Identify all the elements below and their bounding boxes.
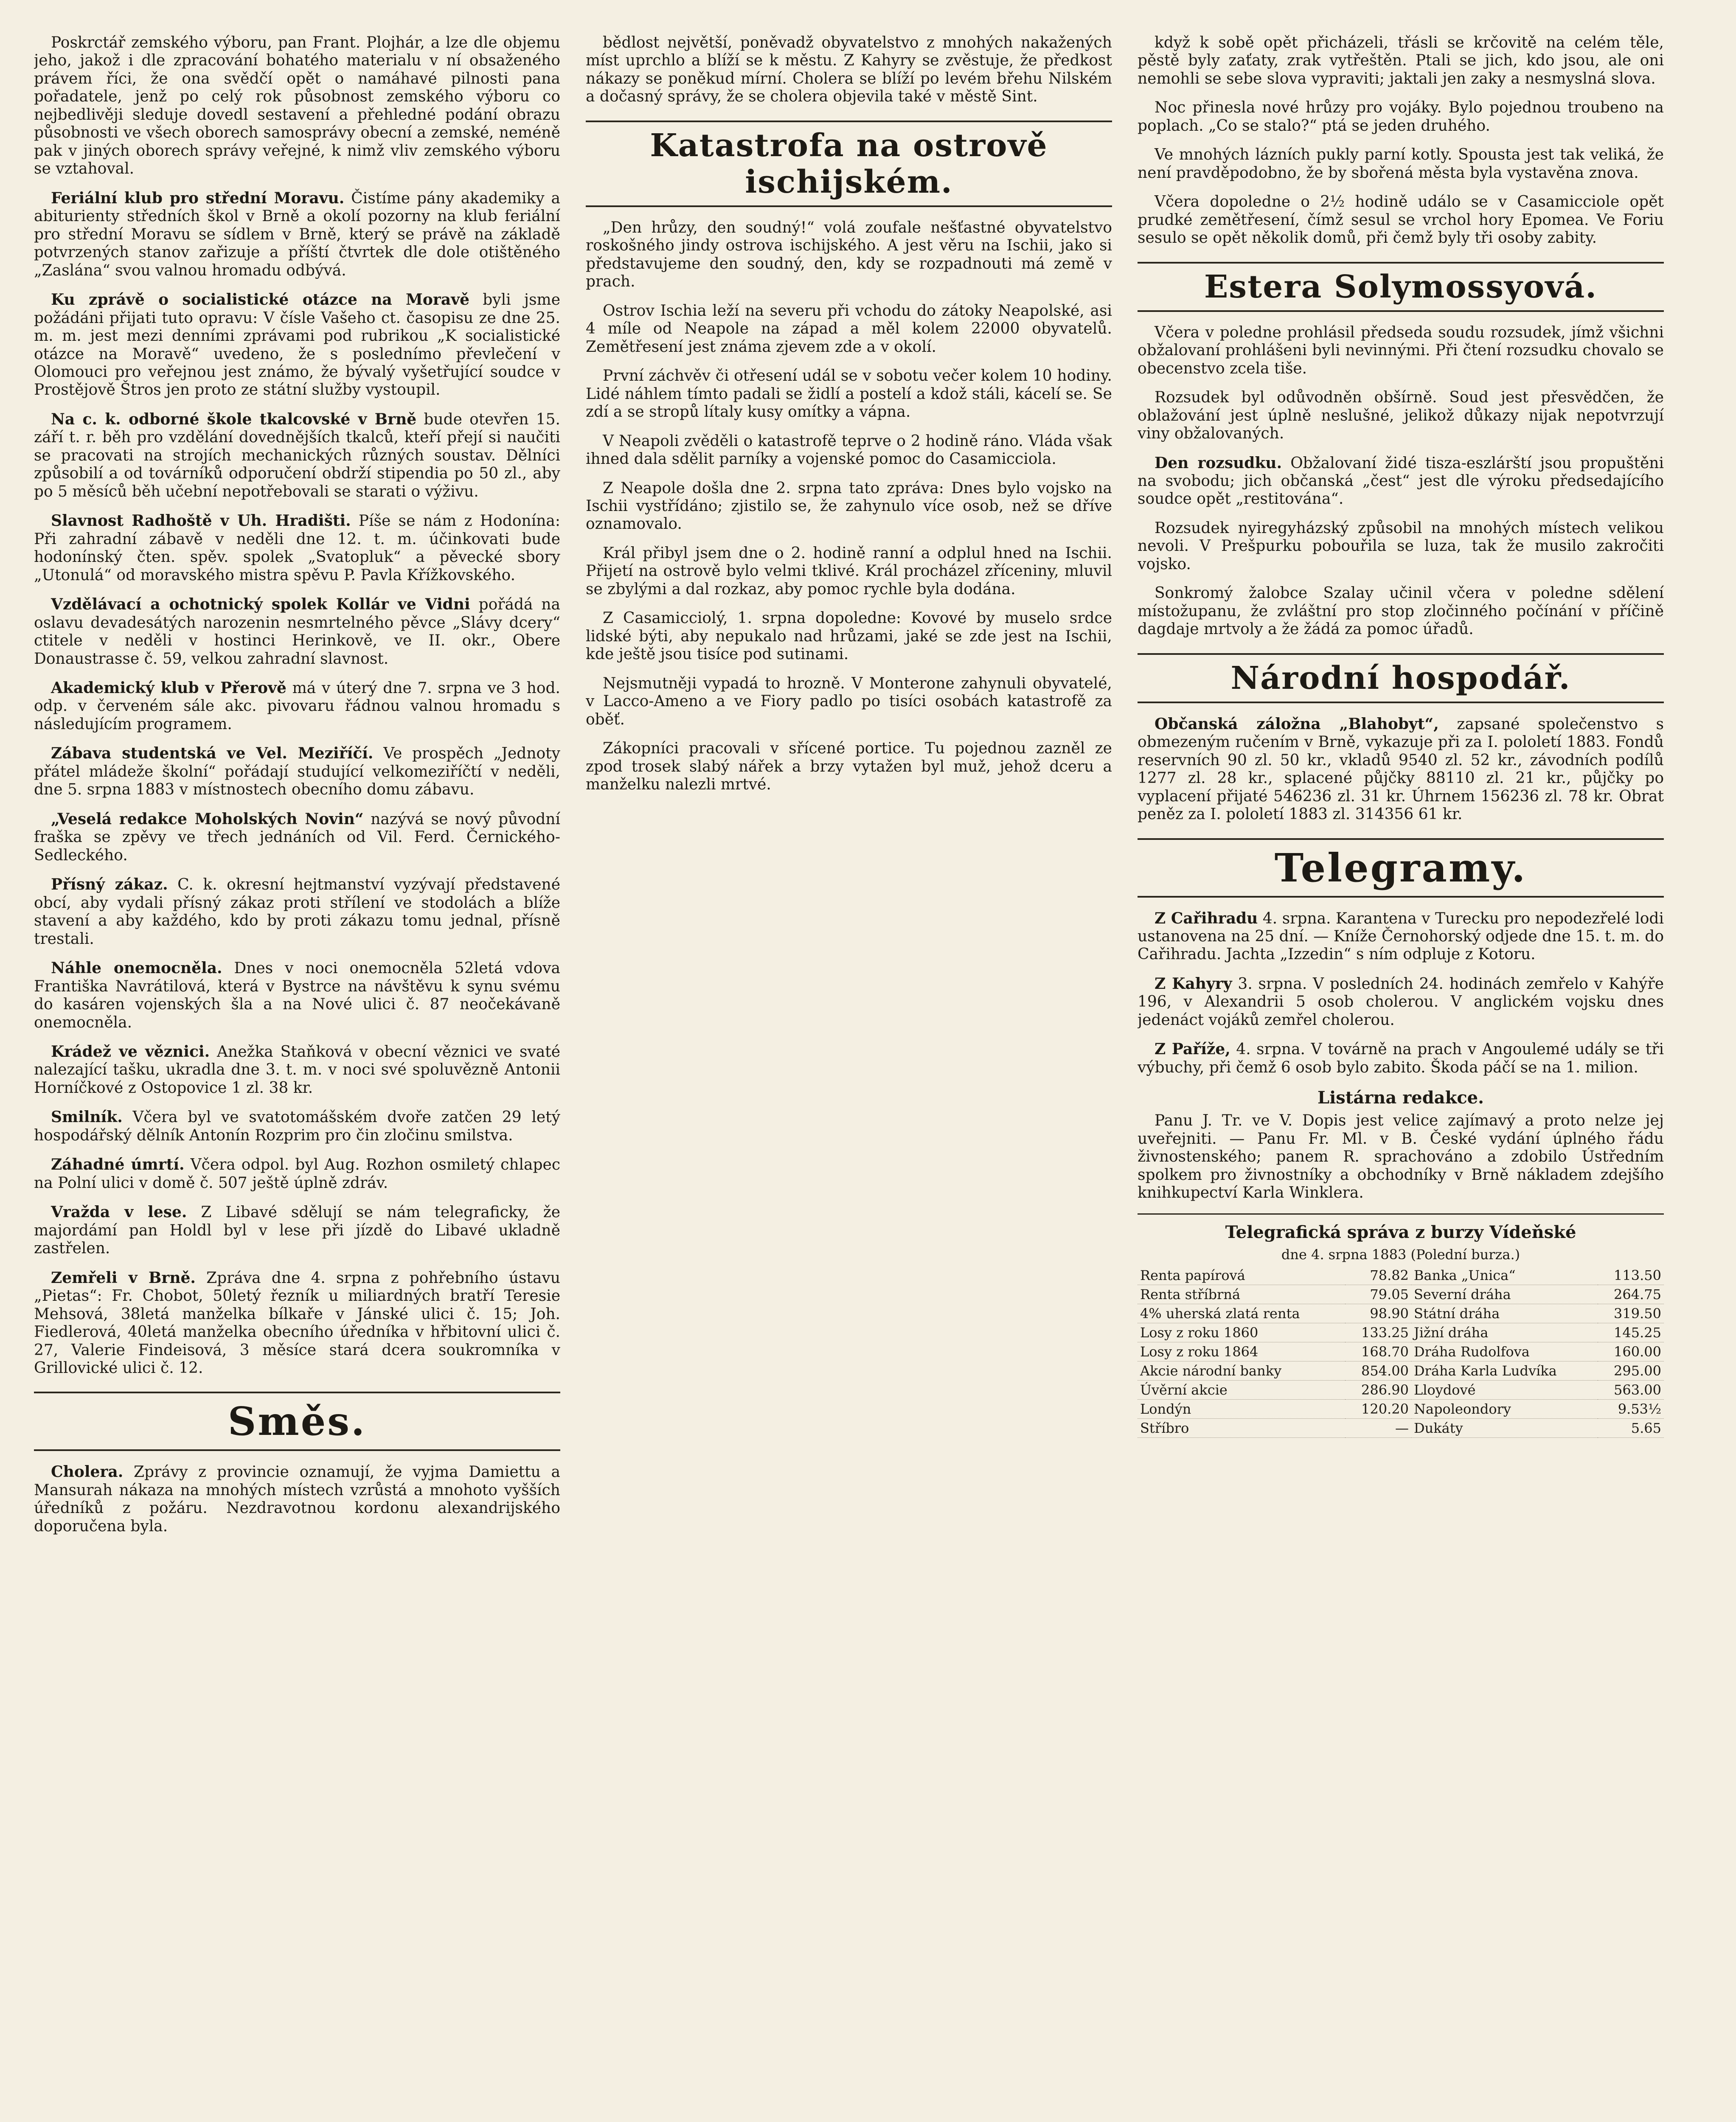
- paragraph-text: bědlost největší, poněvadž obyvatelstvo z mnohých nakažených míst uprchlo a blíží se k městu. Z Kahyry se zvěstuje, že předkost nákazy se poněkud mírní. Cholera se blíží po levém břehu Nilském a dočasný správy, že se cholera objevila také v městě Sint.: [586, 34, 1112, 106]
- article-paragraph: [1138, 324, 1664, 378]
- rate-label: Dráha Rudolfova: [1411, 1342, 1598, 1361]
- section-title-listarna: Listárna redakce.: [1317, 1088, 1484, 1108]
- rate-label: Státní dráha: [1411, 1304, 1598, 1323]
- paragraph-text: Zpráva dne 4. srpna z pohřebního ústavu „Pietas“: Fr. Chobot, 50letý řezník u miliardných bratří Teresie Mehsová, 38letá manželka bílkaře v Jánské ulici č. 15; Joh. Fiedlerová, 40letá manželka obecního úředníka v hřbitovní ulici č. 27, Valerie Findeisová, 3 měsíce stará dcera soukromníka v Grillovické ulici č. 12.: [34, 1269, 560, 1377]
- rate-label: Londýn: [1138, 1399, 1345, 1418]
- article-paragraph: [586, 609, 1112, 663]
- article-paragraph: [1138, 715, 1664, 824]
- paragraph-text: Obžalovaní židé tisza-eszlárští jsou propuštěni na svobodu; jich občanská „čest“ jest dle výroku předsedajícího soudce opět „restitována“.: [1138, 454, 1664, 508]
- column-3: [1138, 34, 1664, 2122]
- column-2: [586, 34, 1112, 2122]
- section-title-smes: Směs.: [34, 1392, 560, 1451]
- rate-label: Jižní dráha: [1411, 1323, 1598, 1342]
- article-paragraph: [1138, 909, 1664, 964]
- rate-value: 286.90: [1345, 1380, 1411, 1399]
- paragraph-text: 3. srpna. V posledních 24. hodinách zemřelo v Kahýře 196, v Alexandrii 5 osob cholerou. V anglickém vojsku dnes jedenáct vojáků zemřel cholerou.: [1138, 975, 1664, 1029]
- table-row: [1138, 1361, 1664, 1380]
- paragraph-text: Z Libavé sdělují se nám telegraficky, že majordámí pan Holdl byl v lese při jízdě do Libavé ukladně zastřelen.: [34, 1204, 560, 1257]
- paragraph-text: byli jsme požádáni přijati tuto opravu: V čísle Vašeho ct. časopisu ze dne 25. m. m. jest mezi denními zprávami pod rubrikou „K socialistické otázce na Moravě“ uvedeno, že s poslednímo převlečení v Olomouci pro veřejnou jest známo, že bývalý vyšetřující soudce v Prostějově Štros jen proto ze státní služby vystoupil.: [34, 291, 560, 399]
- paragraph-text: když k sobě opět přicházeli, třásli se krčovitě na celém těle, pěstě byly zaťaty, zrak vytřeštěn. Ptali se jich, kdo jsou, ale oni nemohli se sebe slova vypraviti; jaktali jen zaky a nesmyslná slova.: [1138, 34, 1664, 87]
- table-row: [1138, 1399, 1664, 1418]
- table-row: [1138, 1323, 1664, 1342]
- rate-value: 9.53½: [1598, 1399, 1664, 1418]
- paragraph-text: bude otevřen 15. září t. r. běh pro vzdělání dovednějších tkalců, kteří přejí si naučiti se pracovati na strojích mechanických různých soustav. Dělníci způsobilí a od továrníků odporučení obdrží stipendia po 50 zl., aby po 5 měsíců běh učební nepotřebovali se starati o výživu.: [34, 410, 560, 500]
- article-paragraph: [34, 595, 560, 668]
- article-paragraph: [34, 34, 560, 178]
- article-paragraph: [34, 1203, 560, 1257]
- article-paragraph: [34, 1463, 560, 1535]
- article-paragraph: [586, 367, 1112, 421]
- rate-label: Dukáty: [1411, 1418, 1598, 1437]
- article-paragraph: [34, 1156, 560, 1192]
- paragraph-title: Na c. k. odborné škole tkalcovské v Brně: [51, 410, 417, 428]
- paragraph-text: Čistíme pány akademiky a abiturienty středních škol v Brně a okolí pozorny na klub feriální pro střední Moravu se sídlem v Brně, který se právě na základě potvrzených stanov zařizuje a příští čtvrtek dle dole otištěného „Zaslána“ svou valnou hromadu odbývá.: [34, 189, 560, 279]
- article-paragraph: [1138, 1040, 1664, 1077]
- article-paragraph: [1138, 519, 1664, 573]
- paragraph-title: Feriální klub pro střední Moravu.: [51, 189, 345, 207]
- paragraph-text: Ve prospěch „Jednoty přátel mládeže školní“ pořádají studující velkomeziříčtí v neděli, dne 5. srpna 1883 v místnostech obecního domu zábavu.: [34, 745, 560, 799]
- article-paragraph: [34, 410, 560, 501]
- paragraph-text: Sonkromý žalobce Szalay učinil včera v poledne sdělení místožupanu, že zvláštní pro stop zločinného počínání v příčině dagdaje mrtvoly a že žádá za pomoc úřadů.: [1138, 584, 1664, 638]
- rate-value: 5.65: [1598, 1418, 1664, 1437]
- paragraph-text: Král přibyl jsem dne o 2. hodině ranní a odplul hned na Ischii. Přijetí na ostrově bylo velmi tklivé. Král procházel zříceniny, mluvil se zbylými a dal rozkaz, aby pomoc rychle byla dodána.: [586, 544, 1112, 598]
- paragraph-title: Akademický klub v Přerově: [51, 679, 287, 697]
- paragraph-title: Náhle onemocněla.: [51, 959, 222, 977]
- table-row: [1138, 1380, 1664, 1399]
- paragraph-title: Zemřeli v Brně.: [51, 1269, 196, 1287]
- paragraph-title: Den rozsudku.: [1155, 454, 1282, 472]
- table-row: [1138, 1418, 1664, 1437]
- paragraph-title: Ku zprávě o socialistické otázce na Moravě: [51, 291, 470, 309]
- article-paragraph: [586, 302, 1112, 356]
- rate-value: 563.00: [1598, 1380, 1664, 1399]
- article-paragraph: [586, 675, 1112, 729]
- paragraph-title: Slavnost Radhoště v Uh. Hradišti.: [51, 512, 351, 530]
- paragraph-title: Z Paříže,: [1155, 1040, 1230, 1058]
- section-title-telegrams: Telegramy.: [1138, 838, 1664, 898]
- article-paragraph: [34, 810, 560, 865]
- rate-label: Napoleondory: [1411, 1399, 1598, 1418]
- article-paragraph: [586, 34, 1112, 106]
- rate-value: —: [1345, 1418, 1411, 1437]
- rate-label: Úvěrní akcie: [1138, 1380, 1345, 1399]
- paragraph-text: „Den hrůzy, den soudný!“ volá zoufale nešťastné obyvatelstvo roskošného jindy ostrova ischijského. A jest věru na Ischii, jako si představujeme den soudný, den, kdy se rozpadnouti má země v prach.: [586, 219, 1112, 291]
- rate-label: Banka „Unica“: [1411, 1266, 1598, 1285]
- article-paragraph: [1138, 146, 1664, 182]
- paragraph-title: Přísný zákaz.: [51, 876, 168, 894]
- rate-label: Severní dráha: [1411, 1285, 1598, 1304]
- article-paragraph: [34, 512, 560, 584]
- rate-label: Losy z roku 1860: [1138, 1323, 1345, 1342]
- article-paragraph: [1138, 34, 1664, 88]
- paragraph-text: První záchvěv či otřesení udál se v sobotu večer kolem 10 hodiny. Lidé náhlem tímto padali se židlí a postelí a kdož stáli, kácelí se. Se zdí a se stropů lítaly kusy omítky a vápna.: [586, 367, 1112, 421]
- paragraph-title: Občanská záložna „Blahobyt“,: [1155, 715, 1439, 733]
- divider: [1138, 1213, 1664, 1215]
- paragraph-text: Poskrctář zemského výboru, pan Frant. Plojhár, a lze dle objemu jeho, jakož i dle zpracování bohatého materialu v ní obsaženého právem říci, že ona svědčí opět o namáhavé pilnosti pana pořadatele, jenž po celý rok působnost zemského výboru co nejbedlivěji sleduje dovedl sestavení a přehledné podání obrazu působnosti ve všech oborech samosprávy obecní a zemské, neméně pak v jiných oborech správy veřejné, k nimž vliv zemského výboru se vztahoval.: [34, 34, 560, 178]
- rate-label: Lloydové: [1411, 1380, 1598, 1399]
- paragraph-text: Rozsudek byl odůvodněn obšírně. Soud jest přesvědčen, že oblažování jest úplně neslušné, jelikož důkazy nijak nepotvrzují viny obžalovaných.: [1138, 389, 1664, 443]
- article-paragraph: [34, 1043, 560, 1097]
- rate-value: 295.00: [1598, 1361, 1664, 1380]
- paragraph-text: V Neapoli zvěděli o katastrofě teprve o 2 hodině ráno. Vláda však ihned dala sdělit parníky a vojenské pomoc do Casamicciola.: [586, 432, 1112, 468]
- paragraph-title: Z Kahyry: [1155, 974, 1232, 993]
- paragraph-text: Z Neapole došla dne 2. srpna tato zpráva: Dnes bylo vojsko na Ischii vystřídáno; zjistilo se, že zahynulo více osob, než se dříve oznamovalo.: [586, 479, 1112, 533]
- paragraph-title: Z Cařihradu: [1155, 909, 1258, 927]
- rate-label: Losy z roku 1864: [1138, 1342, 1345, 1361]
- exchange-rates-table: [1138, 1266, 1664, 1438]
- section-title-economy: Národní hospodář.: [1138, 653, 1664, 703]
- rate-value: 113.50: [1598, 1266, 1664, 1285]
- paragraph-text: Ostrov Ischia leží na severu při vchodu do zátoky Neapolské, asi 4 míle od Neapole na západ a měl kolem 22000 obyvatelů. Zemětřesení jest známa zjevem zde a v okolí.: [586, 302, 1112, 356]
- paragraph-text: Ve mnohých lázních pukly parní kotly. Spousta jest tak veliká, že není pravděpodobno, že by sbořená města byla vystavěna znova.: [1138, 146, 1664, 182]
- article-paragraph: [586, 219, 1112, 291]
- rate-value: 319.50: [1598, 1304, 1664, 1323]
- table-row: [1138, 1266, 1664, 1285]
- article-paragraph: [34, 959, 560, 1032]
- paragraph-title: „Veselá redakce Moholských Novin“: [51, 810, 364, 828]
- paragraph-title: Záhadné úmrtí.: [51, 1156, 185, 1174]
- paragraph-text: Anežka Staňková v obecní věznici ve svaté nalezající tašku, ukradla dne 3. t. m. v noci své spoluvězně Antonii Horníčkové z Ostopovice 1 zl. 38 kr.: [34, 1043, 560, 1097]
- article-paragraph: [586, 740, 1112, 794]
- rate-value: 133.25: [1345, 1323, 1411, 1342]
- rate-value: 120.20: [1345, 1399, 1411, 1418]
- rates-title: Telegrafická správa z burzy Vídeňské: [1225, 1222, 1576, 1242]
- paragraph-text: Noc přinesla nové hrůzy pro vojáky. Bylo pojednou troubeno na poplach. „Co se stalo?“ ptá se jeden druhého.: [1138, 99, 1664, 135]
- rate-value: 854.00: [1345, 1361, 1411, 1380]
- article-paragraph: [34, 189, 560, 280]
- paragraph-text: Píše se nám z Hodonína: Při zahradní zábavě v neděli dne 12. t. m. účinkovati bude hodonínský čten. spěv. spolek „Svatopluk“ a pěvecké sbory „Utonulá“ od moravského mistra spěvu P. Pavla Křížkovského.: [34, 512, 560, 584]
- paragraph-text: Zprávy z provincie oznamují, že vyjma Damiettu a Mansurah nákaza na mnohých místech vzrůstá a mnohoto vyšších úředníků z požáru. Nezdravotnou kordonu alexandrijského doporučena byla.: [34, 1463, 560, 1535]
- rate-value: 168.70: [1345, 1342, 1411, 1361]
- article-paragraph: [1138, 584, 1664, 638]
- paragraph-text: má v úterý dne 7. srpna ve 3 hod. odp. v červeném sále akc. pivovaru řádnou valnou hromadu s následujícím programem.: [34, 679, 560, 733]
- paragraph-text: Rozsudek nyiregyházský způsobil na mnohých místech velikou nevoli. V Prešpurku pobouřila se luza, tak že musilo zakročiti vojsko.: [1138, 519, 1664, 573]
- rate-label: Akcie národní banky: [1138, 1361, 1345, 1380]
- rate-value: 79.05: [1345, 1285, 1411, 1304]
- paragraph-text: nazývá se nový původní fraška se zpěvy ve třech jednáních od Vil. Ferd. Černického-Sedleckého.: [34, 810, 560, 864]
- listarna-text: Panu J. Tr. ve V. Dopis jest velice zajímavý a proto nelze jej uveřejniti. — Panu Fr. Ml. v B. České vydání úplného řádu živnostenského; panem R. sprachováno a zdobilo Ústředním spolkem pro živnostníky a obchodníky v Brně nákladem zdejšího knihkupectví Karla Winklera.: [1138, 1112, 1664, 1202]
- rate-label: 4% uherská zlatá renta: [1138, 1304, 1345, 1323]
- article-paragraph: [586, 480, 1112, 533]
- table-row: [1138, 1285, 1664, 1304]
- newspaper-page: [34, 34, 1689, 2122]
- article-paragraph: [586, 545, 1112, 598]
- article-paragraph: [1138, 975, 1664, 1029]
- rate-label: Dráha Karla Ludvíka: [1411, 1361, 1598, 1380]
- article-paragraph: [34, 1269, 560, 1378]
- article-paragraph: [34, 876, 560, 948]
- rate-label: Renta stříbrná: [1138, 1285, 1345, 1304]
- article-paragraph: [34, 679, 560, 733]
- paragraph-text: Včera dopoledne o 2½ hodině událo se v Casamicciole opět prudké zemětřesení, čímž sesul se vrchol hory Epomea. Ve Foriu sesulo se opět několik domů, při čemž byly tři osoby zabity.: [1138, 193, 1664, 247]
- article-paragraph: [1138, 454, 1664, 508]
- rate-label: Stříbro: [1138, 1418, 1345, 1437]
- paragraph-text: Z Casamicciolý, 1. srpna dopoledne: Kovové by muselo srdce lidské býti, aby nepukalo nad hrůzami, jaké se zde jest na Ischii, kde ještě jsou tisíce pod sutinami.: [586, 609, 1112, 663]
- article-paragraph: [586, 432, 1112, 469]
- article-paragraph: [1138, 389, 1664, 443]
- section-title-catastrophe: Katastrofa na ostrově ischijském.: [586, 121, 1112, 207]
- rate-value: 264.75: [1598, 1285, 1664, 1304]
- paragraph-title: Vzdělávací a ochotnický spolek Kollár ve Vidni: [51, 595, 470, 614]
- article-paragraph: [34, 744, 560, 799]
- table-row: [1138, 1304, 1664, 1323]
- paragraph-text: Včera byl ve svatotomášském dvoře zatčen 29 letý hospodářský dělník Antonín Rozprim pro čin zločinu smilstva.: [34, 1109, 560, 1144]
- table-row: [1138, 1342, 1664, 1361]
- rate-value: 160.00: [1598, 1342, 1664, 1361]
- paragraph-title: Krádež ve věznici.: [51, 1042, 210, 1061]
- rate-value: 78.82: [1345, 1266, 1411, 1285]
- paragraph-text: Včera odpol. byl Aug. Rozhon osmiletý chlapec na Polní ulici v domě č. 507 ještě úplně zdráv.: [34, 1156, 560, 1192]
- column-1: [34, 34, 560, 2122]
- article-paragraph: [34, 291, 560, 399]
- rate-value: 98.90: [1345, 1304, 1411, 1323]
- paragraph-text: Včera v poledne prohlásil předseda soudu rozsudek, jímž všichni obžalovaní prohlášeni byli nevinnými. Při čtení rozsudku chovalo se obecenstvo zcela tiše.: [1138, 323, 1664, 377]
- rate-value: 145.25: [1598, 1323, 1664, 1342]
- paragraph-text: Nejsmutněji vypadá to hrozně. V Monterone zahynuli obyvatelé, v Lacco-Ameno a ve Fiory padlo po tisíci osobách katastrofě za oběť.: [586, 674, 1112, 728]
- paragraph-title: Vražda v lese.: [51, 1203, 187, 1221]
- paragraph-title: Cholera.: [51, 1463, 124, 1481]
- paragraph-text: 4. srpna. Karantena v Turecku pro nepodezřelé lodi ustanovena na 25 dní. — Kníže Černohorský odjede dne 15. t. m. do Cařihradu. Jachta „Izzedin“ s ním odpluje z Kotoru.: [1138, 909, 1664, 963]
- paragraph-text: pořádá na oslavu devadesátých narozenin nesmrtelného pěvce „Slávy dcery“ ctitele v neděli v hostinci Herinkově, ve II. okr., Obere Donaustrasse č. 59, velkou zahradní slavnost.: [34, 596, 560, 668]
- paragraph-text: C. k. okresní hejtmanství vyzývají představené obcí, aby vydali přísný zákaz proti střílení ve stodolách a blíže stavení a aby každého, kdo by proti zákazu tomu jednal, přísně trestali.: [34, 876, 560, 948]
- article-paragraph: [1138, 193, 1664, 247]
- paragraph-text: zapsané společenstvo s obmezeným ručením v Brně, vykazuje při za I. pololetí 1883. Fondů reservních 90 zl. 50 kr., vkladů 9540 zl. 52 kr., závodních podílů 1277 zl. 28 kr., splacené půjčky 88110 zl. 21 kr., půjčky po vyplacení přijaté 546236 zl. 31 kr. Úhrnem 156236 zl. 78 kr. Obrat peněz za I. pololetí 1883 zl. 314356 61 kr.: [1138, 715, 1664, 823]
- paragraph-text: Dnes v noci onemocněla 52letá vdova Františka Navrátilová, která v Bystrce na návštěvu k synu svému do kasáren vojenských šla a na Nové ulici č. 87 neočekávaně onemocněla.: [34, 960, 560, 1031]
- paragraph-text: Zákopníci pracovali v sřícené portice. Tu pojednou zazněl ze zpod trosek slabý nářek a brzy vytažen byl muž, jehož dceru a manželku nalezli mrtvé.: [586, 740, 1112, 794]
- paragraph-text: 4. srpna. V továrně na prach v Angoulemé udály se tři výbuchy, při čemž 6 osob bylo zabito. Škoda páčí se na 1. milion.: [1138, 1041, 1664, 1076]
- rates-subtitle: dne 4. srpna 1883 (Polední burza.): [1281, 1246, 1520, 1263]
- paragraph-title: Smilník.: [51, 1108, 123, 1126]
- paragraph-title: Zábava studentská ve Vel. Meziříčí.: [51, 744, 374, 763]
- rate-label: Renta papírová: [1138, 1266, 1345, 1285]
- section-title-estera: Estera Solymossyová.: [1138, 262, 1664, 312]
- article-paragraph: [34, 1108, 560, 1145]
- article-paragraph: [1138, 99, 1664, 135]
